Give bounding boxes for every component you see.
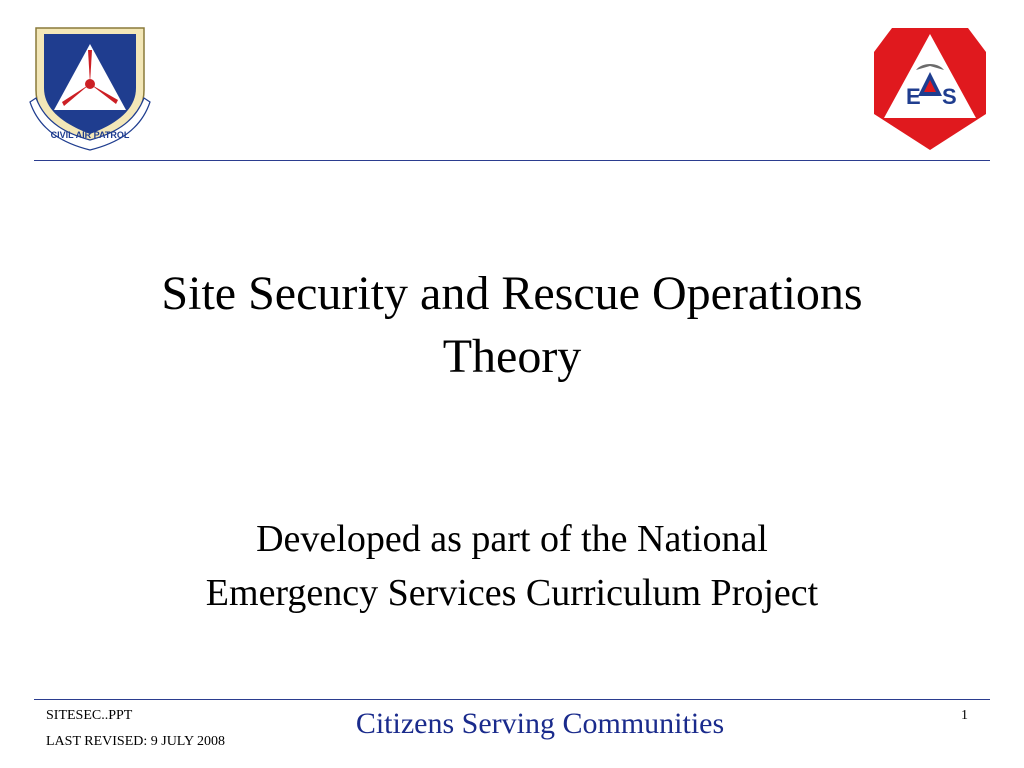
footer-tagline: Citizens Serving Communities xyxy=(355,707,725,740)
header-divider xyxy=(34,160,990,161)
footer-divider xyxy=(34,699,990,700)
footer-file-name: SITESEC..PPT xyxy=(46,708,133,723)
logo-lettering: CIVIL AIR PATROL xyxy=(50,130,130,140)
logo-letter-s: S xyxy=(942,84,957,109)
logo-letter-e: E xyxy=(906,84,921,109)
page-number: 1 xyxy=(961,708,968,723)
slide-title xyxy=(60,262,964,388)
title-line-1: Site Security and Rescue Operations xyxy=(161,267,863,320)
civil-air-patrol-logo xyxy=(26,24,154,152)
subtitle-line-2: Emergency Services Curriculum Project xyxy=(205,572,819,614)
footer-revision-date: LAST REVISED: 9 JULY 2008 xyxy=(46,734,226,749)
emergency-services-logo xyxy=(870,22,990,154)
subtitle-line-1: Developed as part of the National xyxy=(256,518,768,560)
title-line-2: Theory xyxy=(442,330,582,383)
slide-subtitle xyxy=(90,512,934,620)
